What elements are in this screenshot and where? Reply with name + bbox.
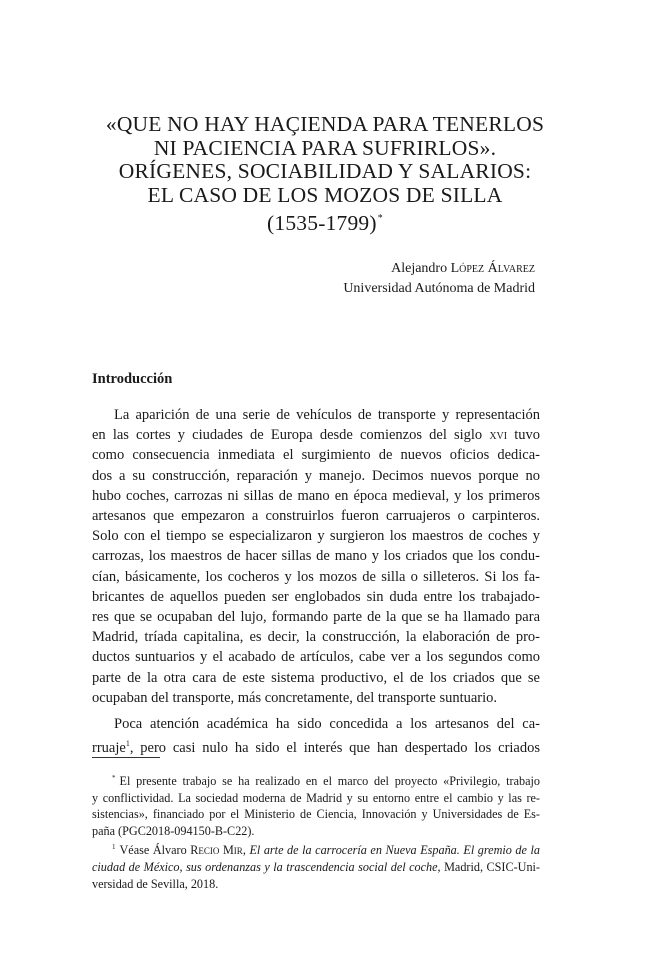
footnote-separator: [92, 757, 160, 758]
author-surname: López Álvarez: [450, 261, 535, 276]
cited-author-surname: Recio Mir: [190, 843, 243, 858]
footnote-ref-1[interactable]: 1: [125, 739, 130, 749]
article-title: [60, 113, 590, 236]
text-line: ocupaban del transporte, más concretamente, del transporte suntuario.: [92, 689, 498, 706]
title-footnote-marker[interactable]: *: [377, 213, 383, 224]
paragraph-1: [92, 405, 540, 708]
cited-title: ciudad de México, sus ordenanzas y la trascendencia social del coche,: [92, 859, 441, 874]
cited-title: El arte de la carrocería en Nueva España. El gremio de la: [249, 843, 540, 858]
text-line: artesanos que empezaron a construirlos fueron carruajeros o carpinteros.: [92, 508, 540, 525]
footnote-line: sistencias», financiado por el Ministerio de Ciencia, Innovación y Universidades de Es-: [92, 807, 540, 822]
text-line: dos a su construcción, reparación y manejo. Decimos nuevos porque no: [92, 467, 540, 484]
text-line: como consecuencia inmediata el surgimiento de nuevos oficios dedica-: [92, 447, 540, 464]
author-name: [343, 259, 535, 279]
author-first-name: Alejandro: [391, 261, 448, 276]
title-line: ORÍGENES, SOCIABILIDAD Y SALARIOS:: [118, 159, 532, 183]
text-line: parte de la otra cara de este sistema productivo, el de los criados que se: [92, 669, 540, 686]
footnote-line: y conflictividad. La sociedad moderna de Madrid y su entorno entre el cambio y las re-: [92, 790, 540, 805]
text-line: ductos suntuarios y el acabado de artículos, cabe ver a los segundos como: [92, 649, 540, 666]
title-line-dates: [60, 207, 590, 236]
title-line: «QUE NO HAY HAÇIENDA PARA TENERLOS: [105, 112, 545, 136]
footnote-line: ciudad de México, sus ordenanzas y la trascendencia social del coche, Madrid, CSIC-Uni-: [92, 859, 540, 874]
footnote-marker: 1: [112, 843, 116, 852]
footnote-line: paña (PGC2018-094150-B-C22).: [92, 823, 255, 838]
footnote-1: [92, 839, 540, 892]
text-line: Poca atención académica ha sido concedida a los artesanos del ca-: [114, 716, 540, 733]
text-line: bricantes de aquellos pueden ser englobados sin duda entre los trabajado-: [92, 588, 540, 605]
section-heading: Introducción: [92, 371, 173, 387]
author-affiliation: Universidad Autónoma de Madrid: [343, 281, 535, 296]
footnote-line: $^1$ Véase Álvaro Recio Mir, El arte de la carrocería en Nueva España. El gremio de la: [112, 843, 540, 858]
footnote-marker: *: [112, 774, 116, 782]
text-line: en las cortes y ciudades de Europa desde comienzos del siglo xvi tuvo: [92, 427, 541, 444]
century-numeral: xvi: [489, 427, 508, 444]
paragraph-2: [92, 714, 540, 758]
text-line: Solo con el tiempo se especializaron y surgieron los maestros de coches y: [92, 528, 540, 545]
body-text: [92, 405, 540, 758]
text-line: carrozas, los maestros de hacer sillas de mano y los criados que los condu-: [92, 548, 540, 565]
title-dates: (1535-1799): [267, 211, 377, 235]
text-line: cían, básicamente, los cocheros y los mozos de silla o silleteros. Si los fa-: [92, 568, 540, 585]
footnote-line: * El presente trabajo se ha realizado en el marco del proyecto «Privilegio, trabajo: [112, 774, 540, 788]
footnote-star: [92, 770, 540, 839]
text-line: La aparición de una serie de vehículos de transporte y representación: [114, 407, 540, 423]
footnotes: [92, 770, 540, 892]
title-line: EL CASO DE LOS MOZOS DE SILLA: [147, 182, 503, 207]
author-block: [343, 259, 535, 299]
title-line: NI PACIENCIA PARA SUFRIRLOS».: [153, 135, 497, 160]
text-line: res que se ocupaban del lujo, formando parte de la que se ha llamado para: [92, 609, 540, 626]
text-line: Madrid, tríada capitalina, es decir, la construcción, la elaboración de pro-: [92, 629, 540, 646]
text-line: rruaje$^1$, pero casi nulo ha sido el interés que han despertado los criados: [92, 739, 540, 757]
footnote-line: versidad de Sevilla, 2018.: [92, 876, 219, 891]
text-line: hubo coches, carrozas ni sillas de mano en época medieval, y los primeros: [92, 487, 540, 504]
